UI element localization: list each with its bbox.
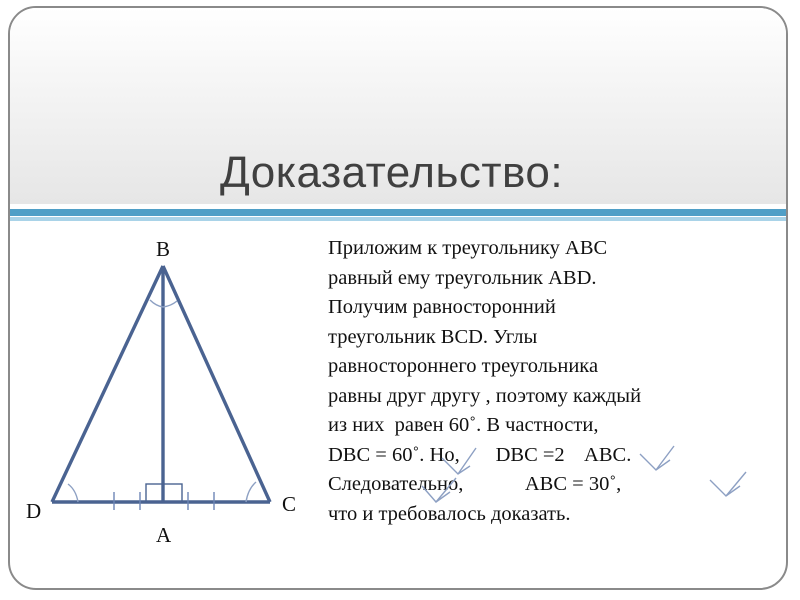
side-bc [163,266,270,502]
vertex-label-d: D [26,499,42,523]
proof-line-2: равный ему треугольник ABD. [328,266,597,289]
angle-arc-c [246,482,256,502]
slide-title: Доказательство: [220,148,564,197]
proof-line-7: из них равен 60˚. В частности, [328,414,599,436]
proof-line-10: что и требовалось доказать. [328,502,571,525]
slide-frame [8,6,788,590]
proof-line-9: Следовательно, ABC = 30˚, [328,473,622,495]
proof-line-6: равны друг другу , поэтому каждый [328,384,642,407]
vertex-label-c: C [282,492,297,516]
vertex-label-b: B [156,237,171,261]
proof-line-1: Приложим к треугольнику ABC [328,237,608,259]
vertex-label-a: A [156,523,172,547]
proof-line-4: треугольник BCD. Углы [328,325,538,348]
angle-arc-b-right [163,301,177,307]
side-bd [52,266,163,502]
triangle-diagram [10,8,788,590]
proof-line-5: равностороннего треугольника [328,355,599,377]
proof-line-3: Получим равносторонний [328,296,556,318]
angle-arc-d [68,484,78,502]
proof-line-8: DBC = 60˚. Но, DBC =2 ABC. [328,443,632,466]
angle-arc-b-left [150,300,163,307]
